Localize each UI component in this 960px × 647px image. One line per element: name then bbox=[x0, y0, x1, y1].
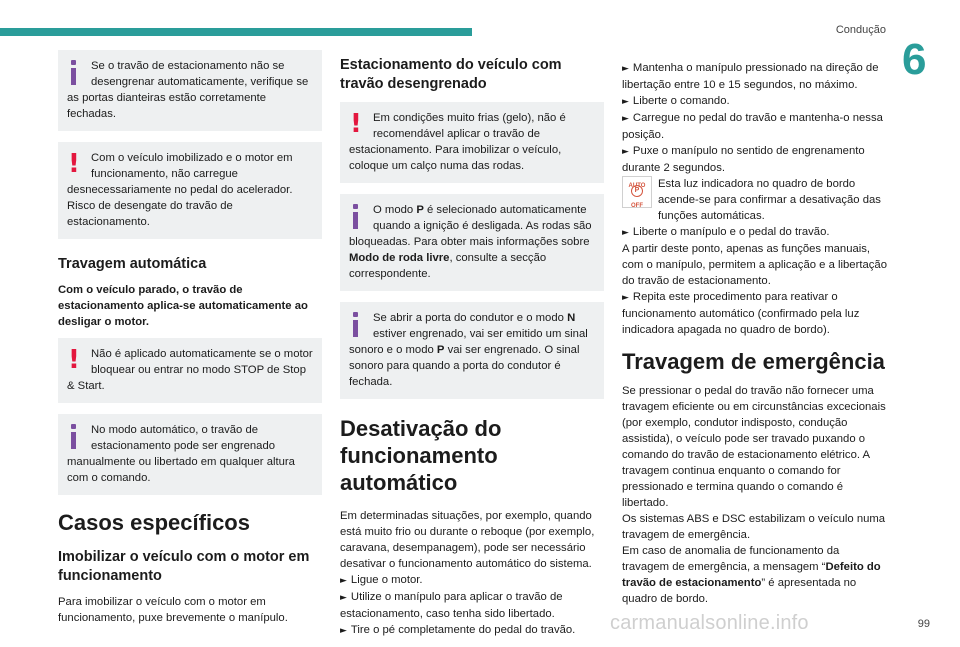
list-item: ► Repita este procedimento para reativar o funcionamento automático (confirmado pela luz indicadora apagada no quadro de bordo). bbox=[622, 291, 860, 336]
box-text-first: Com o veículo imobilizado e o motor em funcionamento, não carregue bbox=[91, 152, 293, 180]
arrow-right-icon: ► bbox=[622, 114, 629, 124]
paragraph-abs-dsc: Os sistemas ABS e DSC estabilizam o veículo numa travagem de emergência. bbox=[622, 513, 886, 541]
info-box bbox=[340, 194, 604, 291]
arrow-right-icon: ► bbox=[622, 147, 629, 157]
box-text-rest: as portas dianteiras estão corretamente fechadas. bbox=[67, 92, 267, 120]
info-icon bbox=[68, 423, 80, 449]
steps-list bbox=[622, 60, 888, 176]
column-2 bbox=[340, 50, 604, 647]
box-text-first: Em condições muito frias (gelo), não é recomendável aplicar o travão de bbox=[373, 112, 566, 140]
box-text-first: Se abrir a porta do condutor e o modo N estiver engrenado, vai ser emitido um sinal bbox=[373, 312, 588, 340]
auto-p-off-indicator-icon: AUTO P OFF bbox=[622, 176, 652, 208]
heading-specific-cases: Casos específicos bbox=[58, 510, 250, 535]
warning-icon: ! bbox=[350, 109, 362, 139]
box-text-rest: & Start. bbox=[67, 380, 105, 392]
heading-emergency-braking: Travagem de emergência bbox=[622, 349, 885, 374]
column-1 bbox=[58, 50, 322, 634]
warning-box bbox=[58, 338, 322, 403]
column-3 bbox=[622, 60, 888, 615]
warning-box bbox=[340, 102, 604, 183]
list-item: ► Tire o pé completamente do pedal do travão. bbox=[340, 624, 576, 636]
paragraph-emergency: Se pressionar o pedal do travão não fornecer uma travagem eficiente ou em circunstâncias excecionais (por exemplo, condutor indisposto, condução assistida), o veículo pode ser travado puxando o comando do travão de estacionamento elétrico. A travagem continua enquanto o comando for pressionado e termina quando o comando é libertado. bbox=[622, 385, 886, 509]
arrow-right-icon: ► bbox=[622, 228, 629, 238]
list-item: ► Puxe o manípulo no sentido de engrenamento durante 2 segundos. bbox=[622, 145, 865, 174]
heading-immobilize: Imobilizar o veículo com o motor em funcionamento bbox=[58, 549, 310, 584]
box-text-rest: sonoro e o modo P vai ser engrenado. O sinal sonoro para quando a porta do condutor é fechada. bbox=[349, 344, 580, 388]
box-text-first: O modo P é selecionado automaticamente quando a ignição é desligada. As rodas são bbox=[373, 204, 592, 232]
header-accent-bar bbox=[0, 28, 472, 36]
heading-deactivation: Desativação do funcionamento automático bbox=[340, 416, 502, 495]
info-box bbox=[58, 414, 322, 495]
warning-box bbox=[58, 142, 322, 239]
arrow-right-icon: ► bbox=[622, 293, 629, 303]
arrow-right-icon: ► bbox=[622, 97, 629, 107]
box-text-rest: desnecessariamente no pedal do acelerador. Risco de desengate do travão de estacionamento. bbox=[67, 184, 293, 228]
heading-parking-disengaged: Estacionamento do veículo com travão desengrenado bbox=[340, 57, 562, 92]
paragraph-anomaly: Em caso de anomalia de funcionamento da travagem de emergência, a mensagem “Defeito do travão de estacionamento” é apresentada no quadro de bordo. bbox=[622, 545, 881, 605]
arrow-right-icon: ► bbox=[340, 626, 347, 636]
heading-automatic-braking: Travagem automática bbox=[58, 256, 207, 272]
info-icon bbox=[68, 59, 80, 85]
chapter-number: 6 bbox=[902, 35, 927, 84]
arrow-right-icon: ► bbox=[340, 576, 347, 586]
list-item: ► Liberte o comando. bbox=[622, 95, 730, 107]
warning-icon: ! bbox=[68, 149, 80, 179]
warning-icon: ! bbox=[68, 345, 80, 375]
steps-list bbox=[340, 572, 604, 639]
info-icon bbox=[350, 311, 362, 337]
arrow-right-icon: ► bbox=[622, 64, 629, 74]
list-item: ► Carregue no pedal do travão e mantenha-o nessa posição. bbox=[622, 112, 883, 141]
box-text-first: No modo automático, o travão de estacionamento pode ser engrenado bbox=[91, 424, 276, 452]
list-item: ► Ligue o motor. bbox=[340, 574, 423, 586]
indicator-note: AUTO P OFF Esta luz indicadora no quadro de bordo acende-se para confirmar a desativação das funções automáticas. bbox=[622, 176, 888, 224]
box-text-first: Não é aplicado automaticamente se o motor bloquear ou entrar no modo STOP de Stop bbox=[91, 348, 313, 376]
paragraph-deactivation: Em determinadas situações, por exemplo, quando está muito frio ou durante o reboque (por exemplo, caravana, desempanagem), pode ser necessário desativar o funcionamento automático do sistema. bbox=[340, 510, 595, 570]
list-item: ► Utilize o manípulo para aplicar o travão de estacionamento, caso tenha sido libertado. bbox=[340, 591, 563, 620]
info-box bbox=[340, 302, 604, 399]
box-text-rest: manualmente ou libertado em qualquer altura com o comando. bbox=[67, 456, 295, 484]
paragraph-immobilize: Para imobilizar o veículo com o motor em funcionamento, puxe brevemente o manípulo. bbox=[58, 596, 288, 624]
watermark: carmanualsonline.info bbox=[610, 612, 809, 634]
page-number: 99 bbox=[917, 618, 930, 630]
paragraph-auto: Com o veículo parado, o travão de estacionamento aplica-se automaticamente ao desligar o motor. bbox=[58, 284, 308, 328]
box-text-rest: estacionamento. Para imobilizar o veículo, coloque um calço numa das rodas. bbox=[349, 144, 562, 172]
arrow-right-icon: ► bbox=[340, 593, 347, 603]
list-item: ► Liberte o manípulo e o pedal do travão. bbox=[622, 226, 830, 238]
paragraph-after: A partir deste ponto, apenas as funções manuais, com o manípulo, permitem a aplicação e a libertação do travão de estacionamento. bbox=[622, 243, 887, 287]
section-title: Condução bbox=[835, 24, 886, 36]
box-text-first: Se o travão de estacionamento não se desengrenar automaticamente, verifique se bbox=[91, 60, 309, 88]
list-item: ► Mantenha o manípulo pressionado na direção de libertação entre 10 e 15 segundos, no máximo. bbox=[622, 62, 879, 91]
box-text-rest: bloqueadas. Para obter mais informações sobre Modo de roda livre, consulte a secção correspondente. bbox=[349, 236, 590, 280]
info-icon bbox=[350, 203, 362, 229]
info-box bbox=[58, 50, 322, 131]
